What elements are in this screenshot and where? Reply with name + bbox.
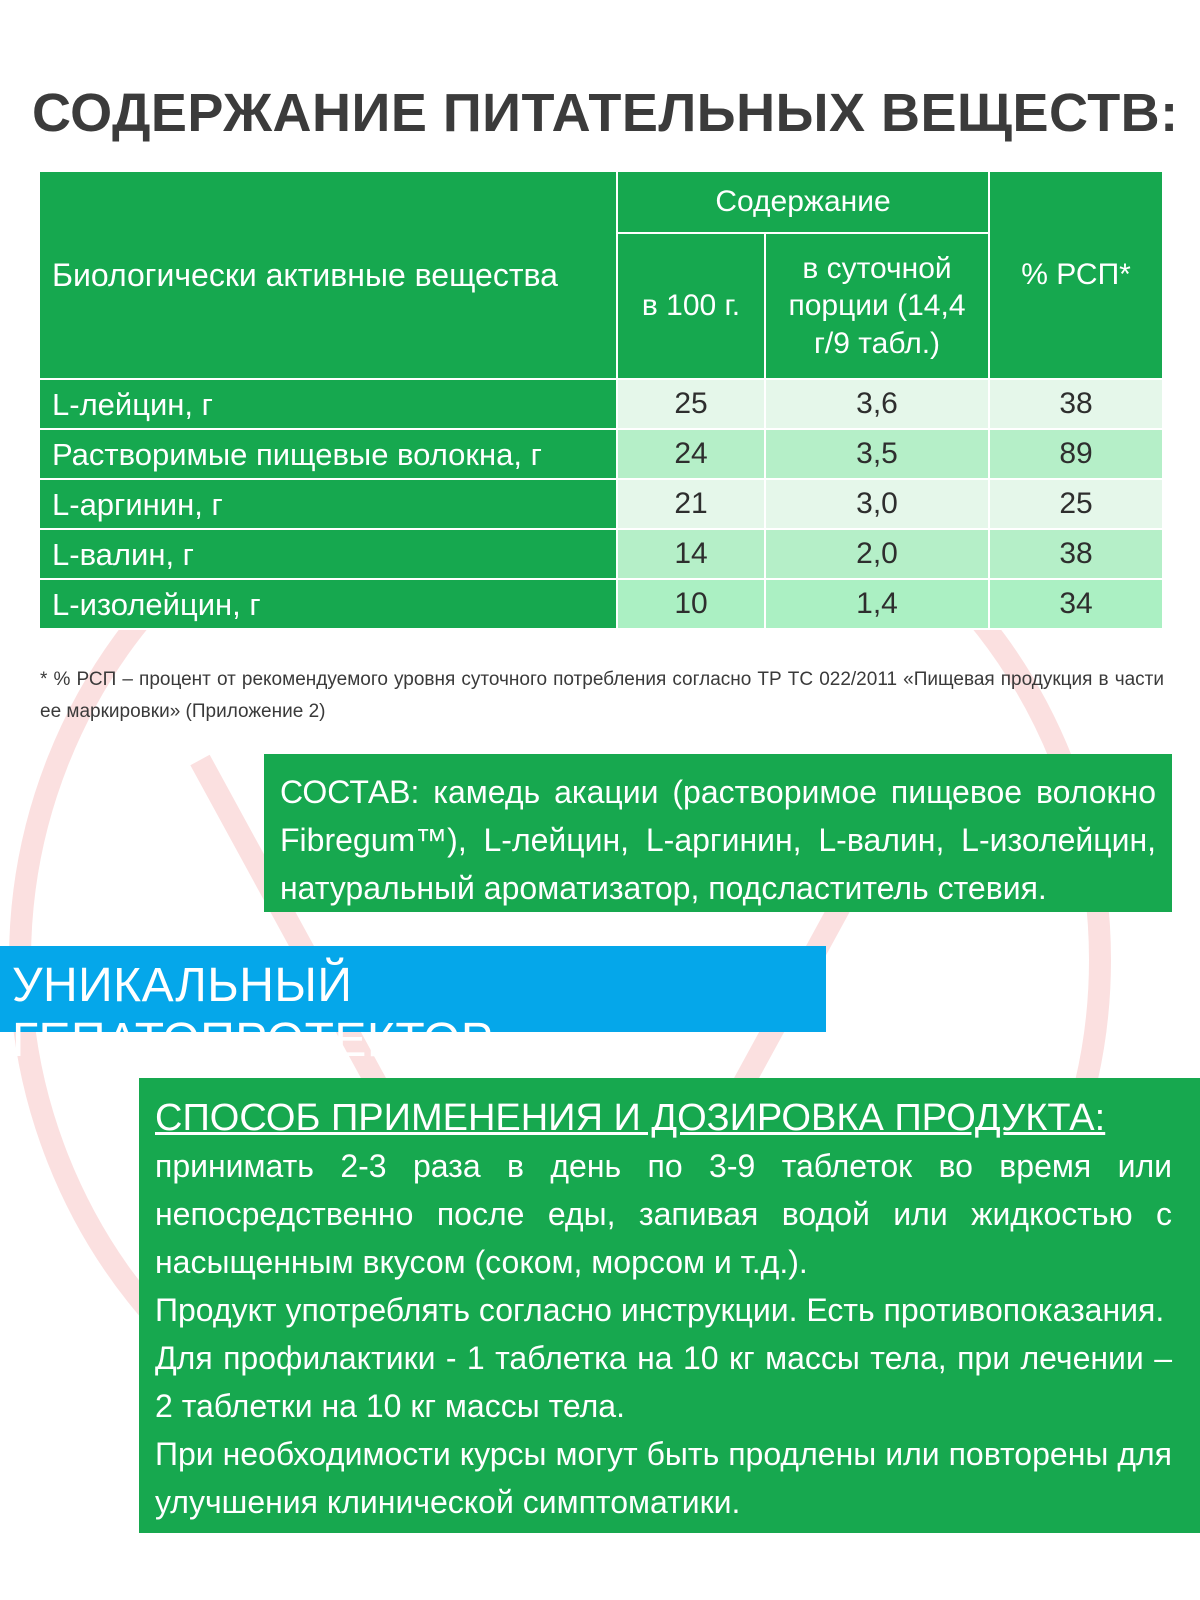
usage-heading: СПОСОБ ПРИМЕНЕНИЯ И ДОЗИРОВКА ПРОДУКТА: [155, 1097, 1106, 1139]
row-rsp: 89 [989, 429, 1163, 479]
page-title: СОДЕРЖАНИЕ ПИТАТЕЛЬНЫХ ВЕЩЕСТВ: [32, 83, 1179, 143]
row-name: L-аргинин, г [39, 479, 617, 529]
usage-paragraph: При необходимости курсы могут быть продлены или повторены для улучшения клинической симптоматики. [155, 1436, 1172, 1520]
header-substances: Биологически активные вещества [39, 171, 617, 379]
composition-text: СОСТАВ: камедь акации (растворимое пищевое волокно Fibregum™), L-лейцин, L-аргинин, L-валин, L-изолейцин, натуральный ароматизатор, подсластитель стевия. [280, 774, 1156, 906]
header-rsp: % РСП* [989, 171, 1163, 379]
table-footnote: * % РСП – процент от рекомендуемого уровня суточного потребления согласно ТР ТС 022/2011 «Пищевая продукция в части ее маркировки» (Приложение 2) [40, 669, 1164, 722]
usage-paragraph: Для профилактики - 1 таблетка на 10 кг массы тела, при лечении – 2 таблетки на 10 кг массы тела. [155, 1340, 1172, 1424]
row-daily: 3,6 [765, 379, 989, 429]
header-daily-portion: в суточной порции (14,4 г/9 табл.) [765, 233, 989, 379]
product-banner [0, 946, 826, 1067]
row-rsp: 25 [989, 479, 1163, 529]
row-rsp: 34 [989, 579, 1163, 629]
row-daily: 3,0 [765, 479, 989, 529]
row-daily: 2,0 [765, 529, 989, 579]
table-row [39, 479, 1163, 529]
row-name: L-валин, г [39, 529, 617, 579]
row-per100: 24 [617, 429, 765, 479]
usage-box [139, 1078, 1200, 1533]
row-per100: 10 [617, 579, 765, 629]
composition-box [264, 754, 1172, 912]
row-name: L-лейцин, г [39, 379, 617, 429]
header-per-100g: в 100 г. [617, 233, 765, 379]
usage-paragraph: принимать 2-3 раза в день по 3-9 таблеток во время или непосредственно после еды, запивая водой или жидкостью с насыщенным вкусом (соком, морсом и т.д.). [155, 1148, 1172, 1280]
banner-title: УНИКАЛЬНЫЙ ГЕПАТОПРОТЕКТОР [12, 959, 494, 1067]
table-row [39, 529, 1163, 579]
usage-paragraph: Продукт употреблять согласно инструкции. Есть противопоказания. [155, 1292, 1165, 1328]
table-row [39, 579, 1163, 629]
row-name: Растворимые пищевые волокна, г [39, 429, 617, 479]
header-content: Содержание [617, 171, 989, 233]
row-per100: 21 [617, 479, 765, 529]
row-per100: 14 [617, 529, 765, 579]
row-daily: 3,5 [765, 429, 989, 479]
row-per100: 25 [617, 379, 765, 429]
table-row [39, 379, 1163, 429]
row-daily: 1,4 [765, 579, 989, 629]
row-rsp: 38 [989, 529, 1163, 579]
row-name: L-изолейцин, г [39, 579, 617, 629]
table-row [39, 429, 1163, 479]
nutrients-table [38, 170, 1164, 630]
row-rsp: 38 [989, 379, 1163, 429]
